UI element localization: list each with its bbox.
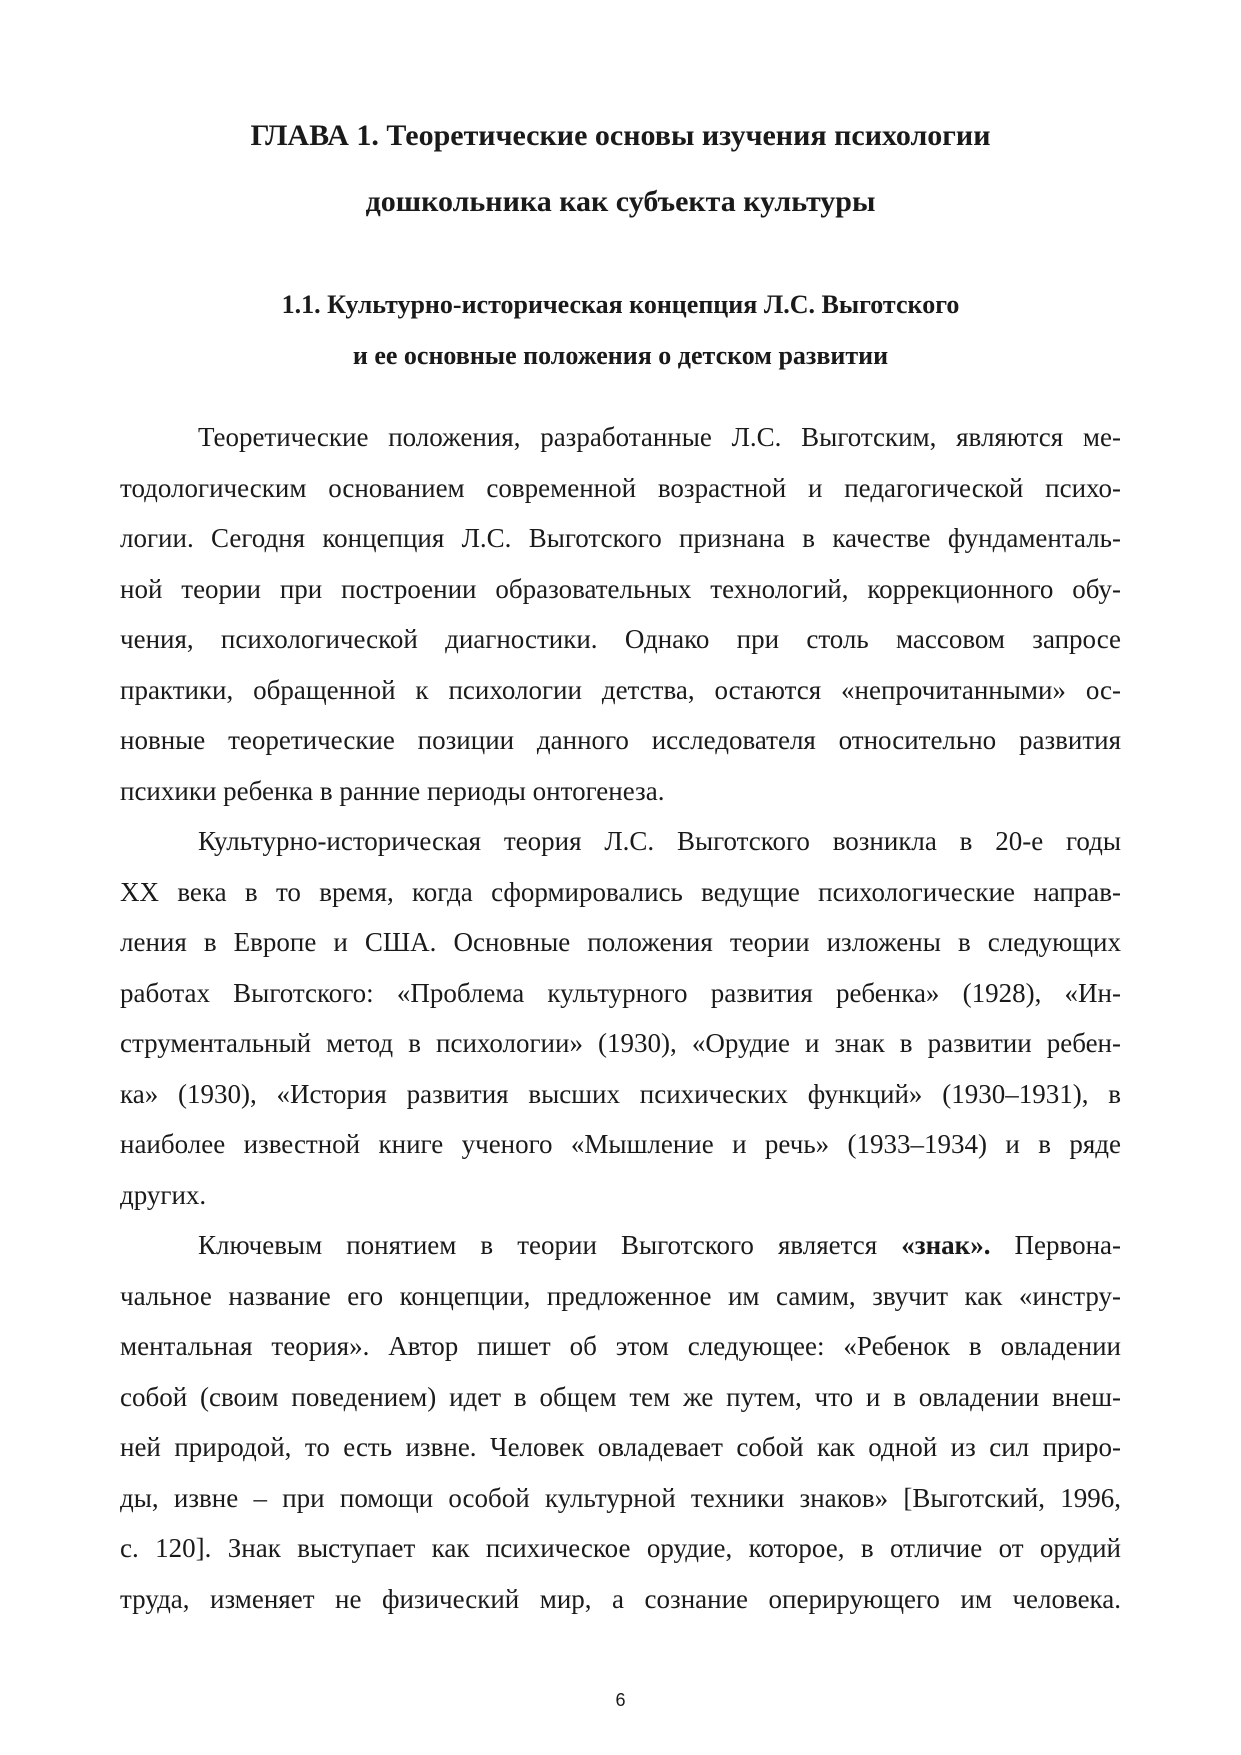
text-line: логии. Сегодня концепция Л.С. Выготского признана в качестве фундаменталь- xyxy=(120,523,1121,553)
text-line: ления в Европе и США. Основные положения теории изложены в следующих xyxy=(120,927,1121,957)
chapter-title-line: ГЛАВА 1. Теоретические основы изучения психологии xyxy=(250,119,991,152)
text-line: ды, извне – при помощи особой культурной техники знаков» [Выготский, 1996, xyxy=(120,1482,1121,1513)
text-line: ней природой, то есть извне. Человек овладевает собой как одной из сил приро- xyxy=(120,1432,1121,1462)
paragraph-2 xyxy=(120,816,1121,1220)
text-line: новные теоретические позиции данного исследователя относительно развития xyxy=(120,725,1121,755)
chapter-title-line: дошкольника как субъекта культуры xyxy=(365,185,876,218)
text-line xyxy=(120,1220,1121,1271)
text-line: с. 120]. Знак выступает как психическое орудие, которое, в отличие от орудий xyxy=(120,1533,1121,1563)
text-line: психики ребенка в ранние периоды онтогенеза. xyxy=(120,775,665,806)
text-line: других. xyxy=(120,1179,207,1210)
text-line: труда, изменяет не физический мир, а сознание оперирующего им человека. xyxy=(120,1583,1121,1614)
paragraph-3 xyxy=(120,1220,1121,1624)
text-line: ментальная теория». Автор пишет об этом следующее: «Ребенок в овладении xyxy=(120,1331,1121,1361)
text-line: работах Выготского: «Проблема культурного развития ребенка» (1928), «Ин- xyxy=(120,977,1121,1008)
text-line: ной теории при построении образовательных технологий, коррекционного обу- xyxy=(120,573,1121,604)
text-line: Культурно-историческая теория Л.С. Выготского возникла в 20-е годы xyxy=(198,826,1121,856)
paragraph-1 xyxy=(120,412,1121,816)
text-line: наиболее известной книге ученого «Мышление и речь» (1933–1934) и в ряде xyxy=(120,1129,1121,1159)
text-line: тодологическим основанием современной возрастной и педагогической психо- xyxy=(120,472,1121,503)
text-run: Ключевым понятием в теории Выготского является xyxy=(198,1230,878,1260)
section-title-line: и ее основные положения о детском развитии xyxy=(352,341,889,370)
page-number: 6 xyxy=(615,1690,626,1710)
text-line: практики, обращенной к психологии детства, остаются «непрочитанными» ос- xyxy=(120,674,1121,705)
body-text xyxy=(120,412,1121,1624)
section-title-line: 1.1. Культурно-историческая концепция Л.С. Выготского xyxy=(281,290,960,319)
text-run: Первона- xyxy=(1014,1230,1122,1260)
text-line: струментальный метод в психологии» (1930), «Орудие и знак в развитии ребен- xyxy=(120,1028,1121,1058)
text-line: чальное название его концепции, предложенное им самим, звучит как «инстру- xyxy=(120,1280,1121,1311)
chapter-title xyxy=(120,103,1121,235)
bold-term: «знак». xyxy=(901,1230,991,1260)
text-line: ка» (1930), «История развития высших психических функций» (1930–1931), в xyxy=(120,1078,1121,1109)
text-line: собой (своим поведением) идет в общем тем же путем, что и в овладении внеш- xyxy=(120,1381,1121,1412)
text-line: Теоретические положения, разработанные Л.С. Выготским, являются ме- xyxy=(198,422,1121,452)
text-line: чения, психологической диагностики. Однако при столь массовом запросе xyxy=(120,624,1121,654)
text-line: XX века в то время, когда сформировались ведущие психологические направ- xyxy=(120,876,1121,907)
section-title xyxy=(120,279,1121,381)
